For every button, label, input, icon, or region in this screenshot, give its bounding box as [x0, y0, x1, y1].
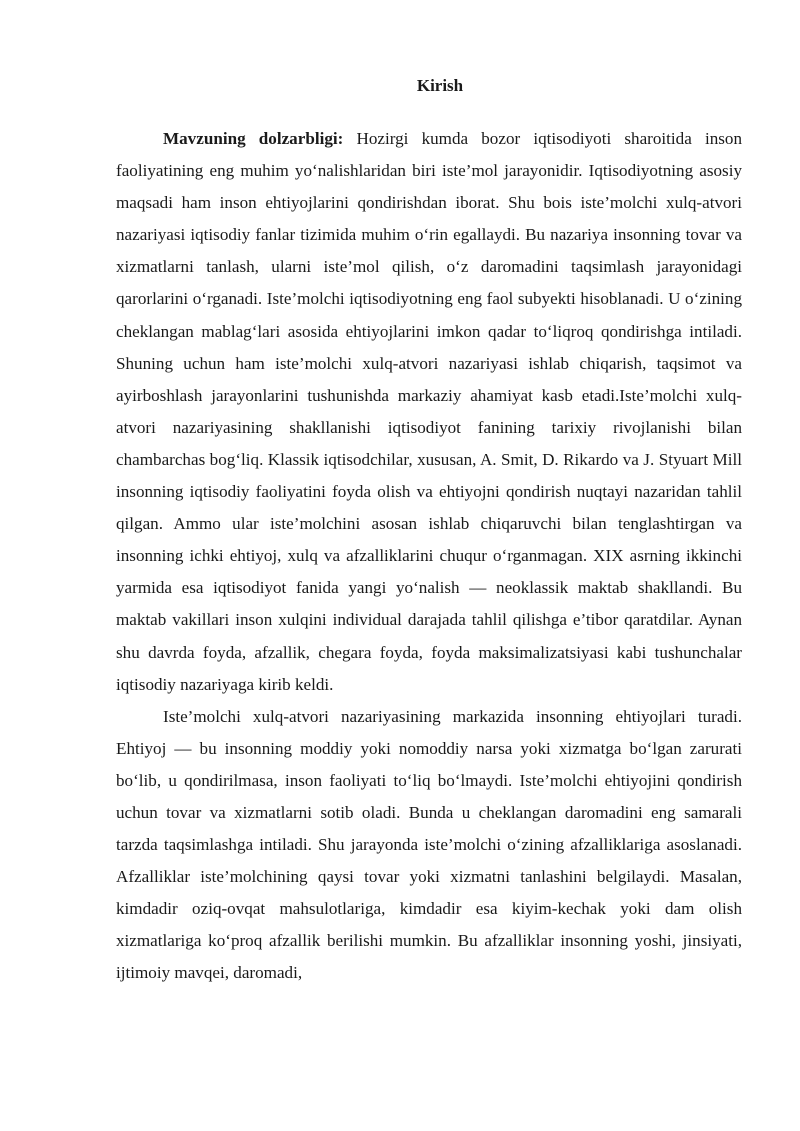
- paragraph-consumer-needs: [116, 701, 742, 990]
- paragraph-text: Hozirgi kumda bozor iqtisodiyoti sharoitida inson faoliyatining eng muhim yo‘nalishlaridan biri iste’mol jarayonidir. Iqtisodiyotning asosiy maqsadi ham inson ehtiyojlarini qondirishdan iborat. Shu bois iste’molchi xulq-atvori nazariyasi iqtisodiy fanlar tizimida muhim o‘rin egallaydi. Bu nazariya insonning tovar va xizmatlarni tanlash, ularni iste’mol qilish, o‘z daromadini taqsimlash jarayonidagi qarorlarini o‘rganadi. Iste’molchi iqtisodiyotning eng faol subyekti hisoblanadi. U o‘zining cheklangan mablag‘lari asosida ehtiyojlarini imkon qadar to‘liqroq qondirishga intiladi. Shuning uchun ham iste’molchi xulq-atvori nazariyasi ishlab chiqarish, taqsimot va ayirboshlash jarayonlarini tushunishda markaziy ahamiyat kasb etadi.Iste’molchi xulq-atvori nazariyasining shakllanishi iqtisodiyot fanining tarixiy rivojlanishi bilan chambarchas bog‘liq. Klassik iqtisodchilar, xususan, A. Smit, D. Rikardo va J. Styuart Mill insonning iqtisodiy faoliyatini foyda olish va ehtiyojni qondirish nuqtayi nazaridan tahlil qilgan. Ammo ular iste’molchini asosan ishlab chiqaruvchi bilan tenglashtirgan va insonning ichki ehtiyoj, xulq va afzalliklarini chuqur o‘rganmagan. XIX asrning ikkinchi yarmida esa iqtisodiyot fanida yangi yo‘nalish — neoklassik maktab shakllandi. Bu maktab vakillari inson xulqini individual darajada tahlil qilishga e’tibor qaratdilar. Aynan shu davrda foyda, afzallik, chegara foyda, foyda maksimalizatsiyasi kabi tushunchalar iqtisodiy nazariyaga kirib keldi.: [116, 129, 743, 694]
- document-body: [116, 123, 742, 990]
- paragraph-lead-heading: Mavzuning dolzarbligi:: [163, 129, 344, 148]
- paragraph-text: Iste’molchi xulq-atvori nazariyasining markazida insonning ehtiyojlari turadi. Ehtiyoj — bu insonning moddiy yoki nomoddiy narsa yoki xizmatga bo‘lgan zarurati bo‘lib, u qondirilmasa, inson faoliyati to‘liq bo‘lmaydi. Iste’molchi ehtiyojini qondirish uchun tovar va xizmatlarni sotib oladi. Bunda u cheklangan daromadini eng samarali tarzda taqsimlashga intiladi. Shu jarayonda iste’molchi o‘zining afzalliklariga asoslanadi. Afzalliklar iste’molchining qaysi tovar yoki xizmatni tanlashini belgilaydi. Masalan, kimdadir oziq-ovqat mahsulotlariga, kimdadir esa kiyim-kechak yoki dam olish xizmatlariga ko‘proq afzallik berilishi mumkin. Bu afzalliklar insonning yoshi, jinsiyati, ijtimoiy mavqei, daromadi,: [116, 706, 742, 983]
- paragraph-relevance: [116, 123, 742, 701]
- document-title: Kirish: [416, 76, 464, 95]
